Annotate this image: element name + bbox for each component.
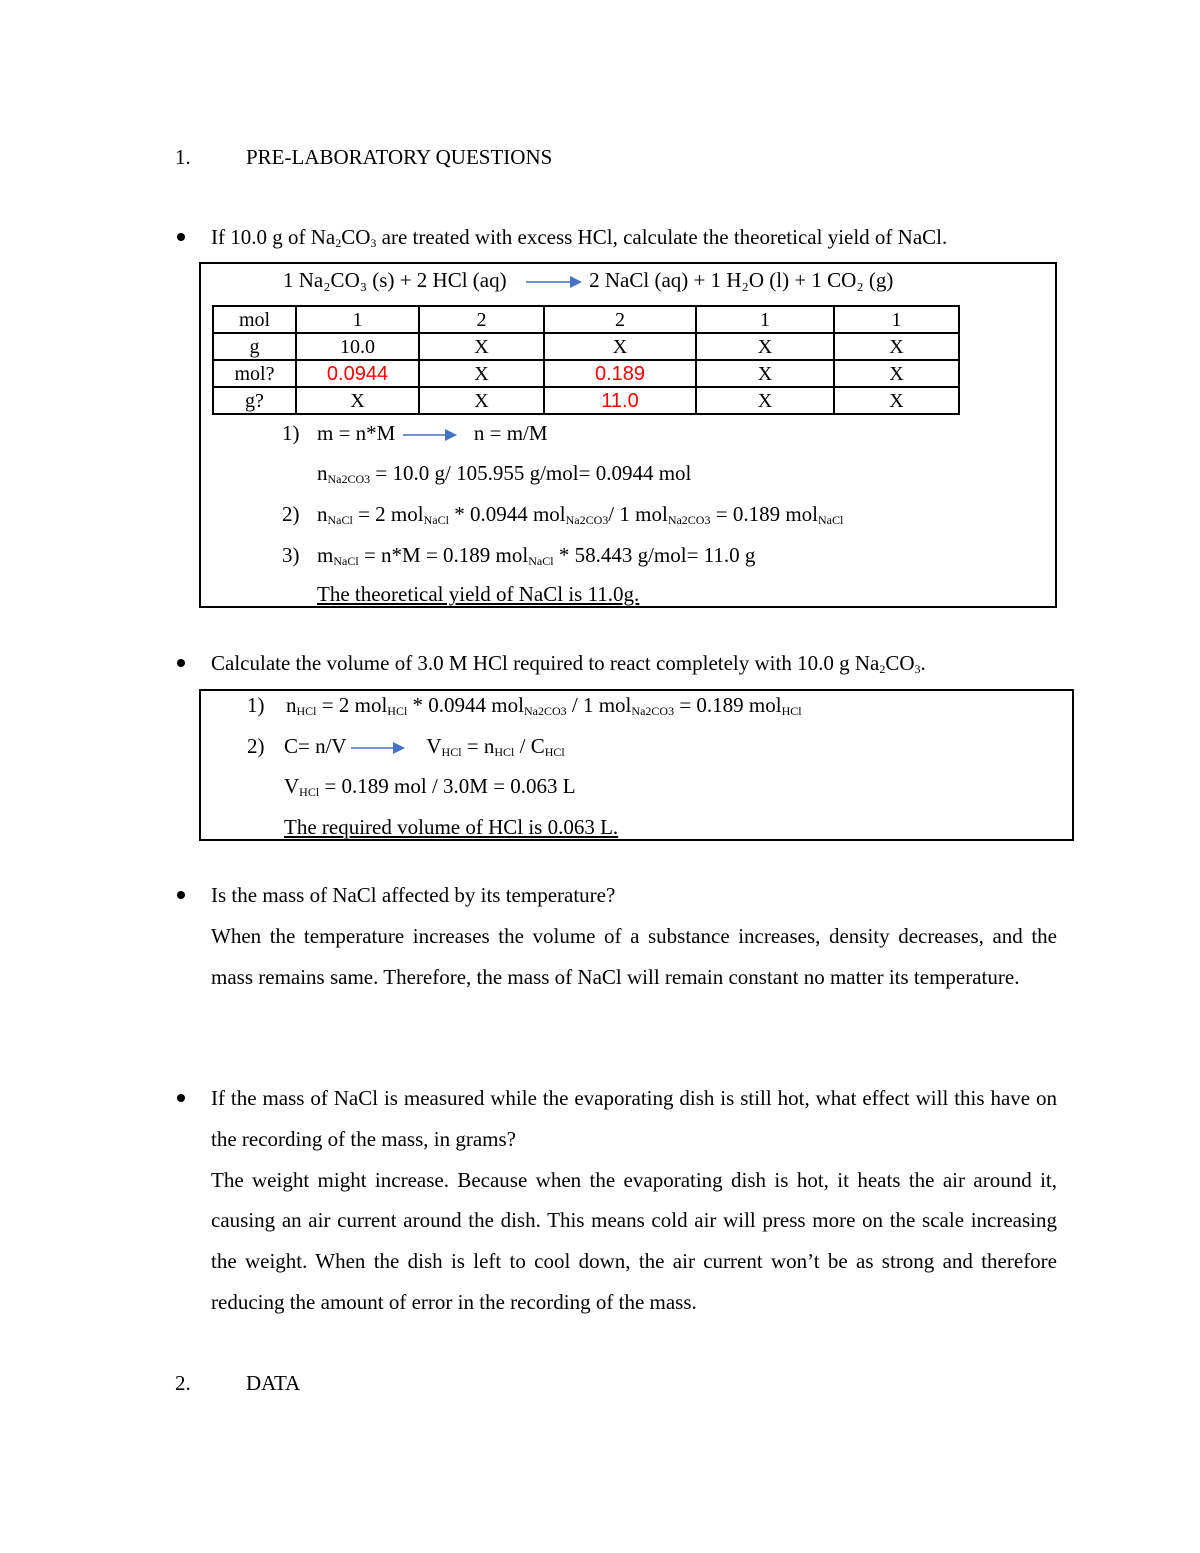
table-cell: X xyxy=(419,360,544,387)
q2-step2-number: 2) xyxy=(247,734,265,758)
table-cell: X xyxy=(696,333,834,360)
q3-answer: When the temperature increases the volume of a substance increases, density decreases, and the mass remains same. Therefore, the mass of NaCl will remain constant no matter its temperature. xyxy=(211,924,1057,989)
q1-step3-number: 3) xyxy=(282,543,300,567)
q2-step1: $n_{HCl} = 2$ mol$_{HCl}$ * 0.0944 mol$_{Na2CO3}$ / 1 mol$_{Na2CO3}$ = 0.189 mol$_{HCl}$ xyxy=(286,693,802,718)
table-cell: 10.0 xyxy=(296,333,419,360)
table-cell: g xyxy=(213,333,296,360)
table-row xyxy=(213,306,959,333)
table-cell: 2 xyxy=(419,306,544,333)
table-cell: X xyxy=(296,387,419,414)
table-cell: X xyxy=(834,387,959,414)
bullet-icon xyxy=(177,891,185,899)
table-cell: X xyxy=(419,333,544,360)
q4-answer: The weight might increase. Because when the evaporating dish is hot, it heats the air around it, causing an air current around the dish. This means cold air will press more on the scale increasing the weight. When the dish is left to cool down, the air current won’t be as strong and therefore reducing the amount of error in the recording of the mass. xyxy=(211,1167,1057,1314)
section-number: 2. xyxy=(175,1371,191,1395)
q1-conclusion: The theoretical yield of NaCl is 11.0g. xyxy=(317,582,640,606)
q2-step1-number: 1) xyxy=(247,693,265,717)
table-row xyxy=(213,360,959,387)
stoichiometry-table xyxy=(212,305,960,415)
arrow-icon xyxy=(351,741,405,755)
table-cell: g? xyxy=(213,387,296,414)
q2-question: Calculate the volume of 3.0 M HCl required to react completely with 10.0 g $Na_2CO_3$. xyxy=(211,651,926,676)
bullet-icon xyxy=(177,659,185,667)
table-row xyxy=(213,333,959,360)
q4-text xyxy=(211,1078,1057,1323)
q1-step1-calc: $n_{Na2CO3} = 10.0$ g/ 105.955 g/mol= 0.0944 mol xyxy=(317,461,692,486)
table-cell: mol? xyxy=(213,360,296,387)
table-cell-highlight: 0.189 xyxy=(544,360,696,387)
arrow-icon xyxy=(403,428,457,442)
table-cell: 1 xyxy=(296,306,419,333)
table-cell: X xyxy=(696,360,834,387)
table-cell: 2 xyxy=(544,306,696,333)
table-cell: mol xyxy=(213,306,296,333)
q2-conclusion: The required volume of HCl is 0.063 L. xyxy=(284,815,619,839)
section-number: 1. xyxy=(175,145,191,169)
q1-question: If 10.0 g of $Na_2CO_3$ are treated with excess HCl, calculate the theoretical yield of NaCl. xyxy=(211,225,948,250)
q1-equation: 1 Na₂CO₃ (s) + 2 HCl (aq) 2 NaCl (aq) + 1 H₂O (l) + 1 CO₂ (g) xyxy=(283,268,894,292)
reaction-arrow-icon xyxy=(526,275,582,289)
q2-step2-calc: $V_{HCl} = 0.189$ mol / 3.0M = 0.063 L xyxy=(284,774,576,799)
q1-step2-number: 2) xyxy=(282,502,300,526)
section-title: PRE-LABORATORY QUESTIONS xyxy=(246,145,553,169)
table-cell-highlight: 11.0 xyxy=(544,387,696,414)
q3-question: Is the mass of NaCl affected by its temperature? xyxy=(211,883,616,907)
table-cell-highlight: 0.0944 xyxy=(296,360,419,387)
q4-question: If the mass of NaCl is measured while the evaporating dish is still hot, what effect will this have on the recording of the mass, in grams? xyxy=(211,1086,1057,1151)
q2-step2: C= n/V $V_{HCl} = n_{HCl} / C_{HCl}$ xyxy=(284,734,565,759)
q1-step1: m = n*M n = m/M xyxy=(317,421,548,445)
table-cell: 1 xyxy=(696,306,834,333)
table-row xyxy=(213,387,959,414)
bullet-icon xyxy=(177,1094,185,1102)
table-cell: 1 xyxy=(834,306,959,333)
table-cell: X xyxy=(834,333,959,360)
q1-step1-number: 1) xyxy=(282,421,300,445)
section-title: DATA xyxy=(246,1371,301,1395)
q1-step3: $m_{NaCl} = n*M = 0.189$ mol$_{NaCl}$ * 58.443 g/mol= 11.0 g xyxy=(317,543,756,568)
q1-step2: $n_{NaCl} = 2$ mol$_{NaCl}$ * 0.0944 mol$_{Na2CO3}$/ 1 mol$_{Na2CO3}$ = 0.189 mol$_{NaCl}$ xyxy=(317,502,844,527)
table-cell: X xyxy=(834,360,959,387)
bullet-icon xyxy=(177,233,185,241)
table-cell: X xyxy=(544,333,696,360)
table-cell: X xyxy=(696,387,834,414)
table-cell: X xyxy=(419,387,544,414)
